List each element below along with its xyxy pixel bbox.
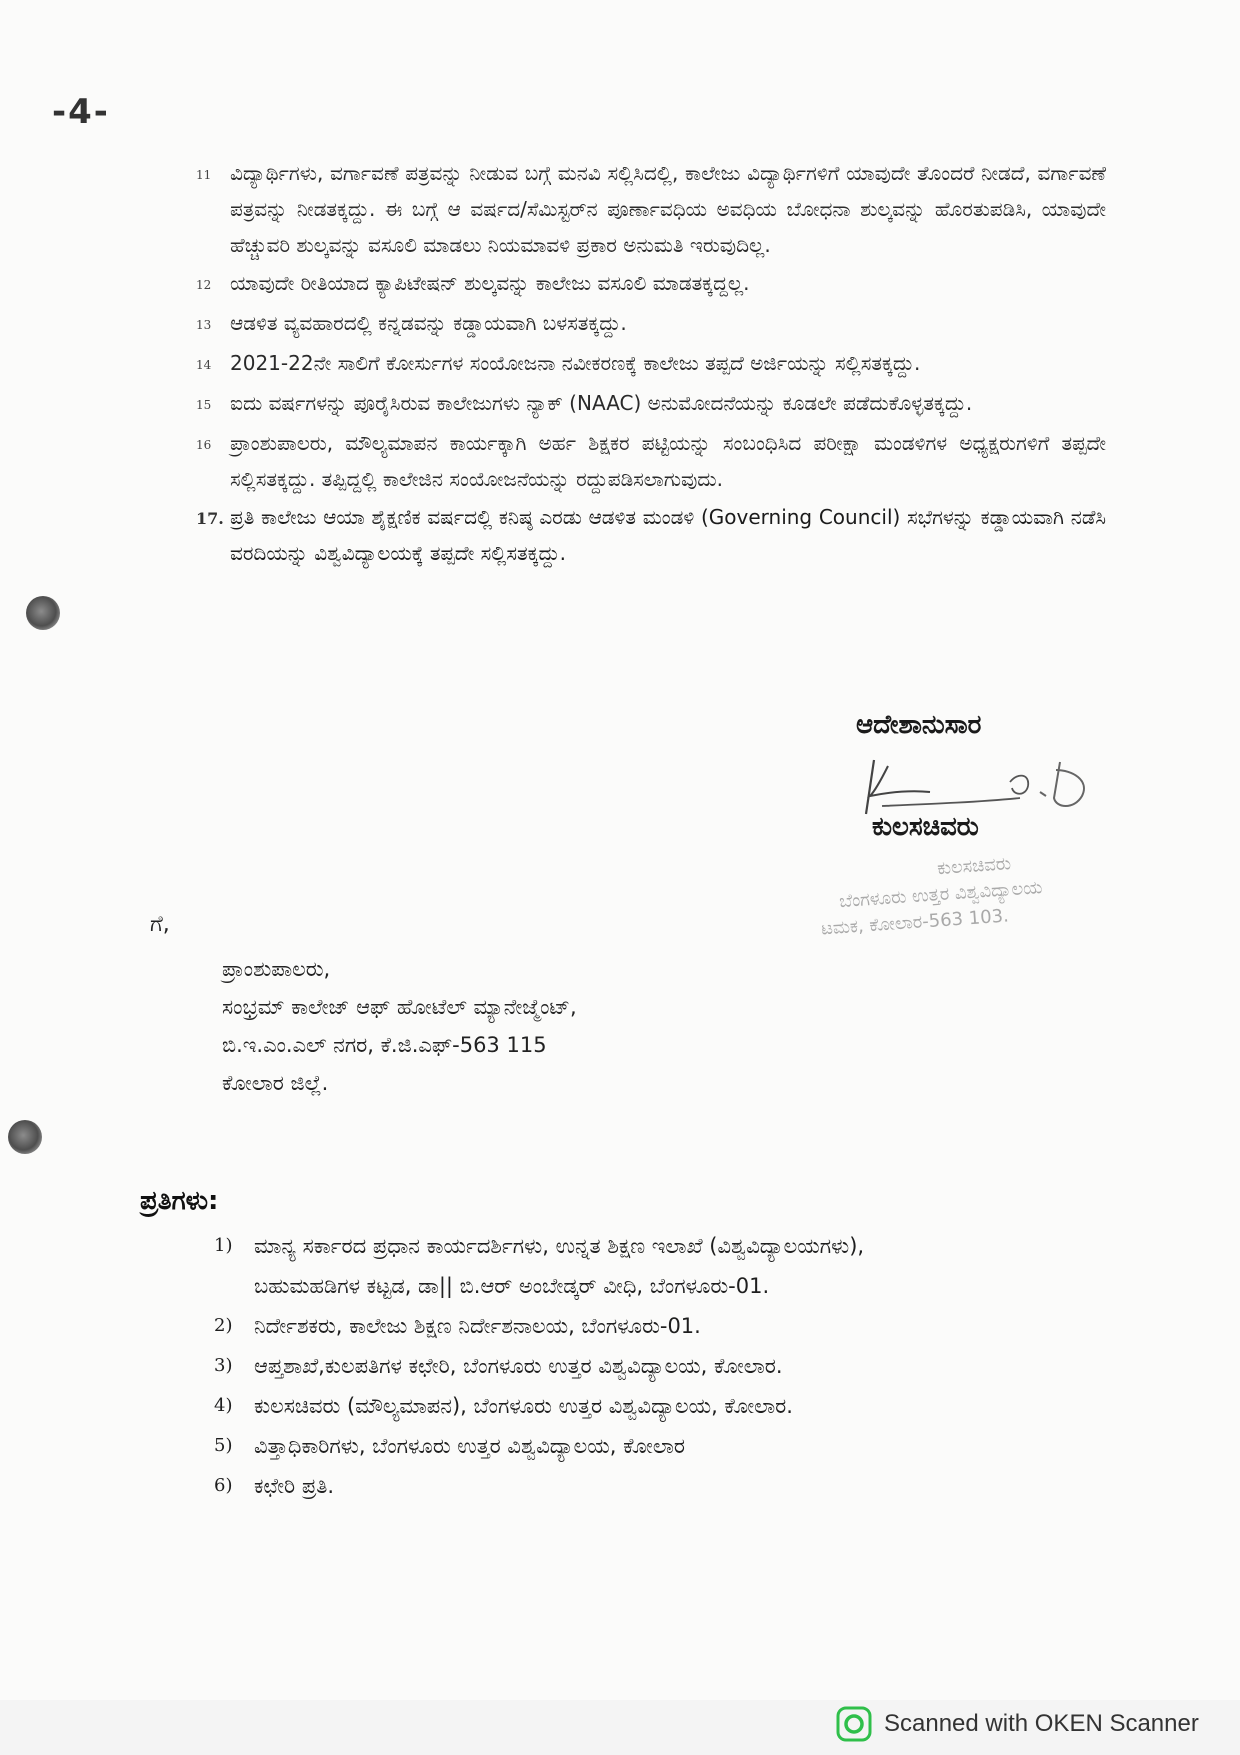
address-line: ಬಿ.ಇ.ಎಂ.ಎಲ್ ನಗರ, ಕೆ.ಜಿ.ಎಫ್-563 115	[222, 1033, 547, 1057]
instruction-point	[196, 305, 1106, 343]
instruction-point	[196, 265, 1106, 303]
point-number: 17.	[196, 509, 224, 528]
copy-text: ಕುಲಸಚಿವರು (ಮೌಲ್ಯಮಾಪನ), ಬೆಂಗಳೂರು ಉತ್ತರ ವಿಶ್ವವಿದ್ಯಾಲಯ, ಕೋಲಾರ.	[254, 1394, 793, 1418]
point-number: 15	[196, 398, 212, 412]
scanner-watermark	[836, 1706, 1199, 1742]
copy-number: 4)	[214, 1395, 233, 1416]
copy-number: 3)	[214, 1355, 233, 1376]
page-number: -4-	[52, 92, 110, 132]
copy-item	[214, 1226, 1174, 1306]
point-text: ಆಡಳಿತ ವ್ಯವಹಾರದಲ್ಲಿ ಕನ್ನಡವನ್ನು ಕಡ್ಡಾಯವಾಗಿ ಬಳಸತಕ್ಕದ್ದು.	[230, 311, 627, 335]
copy-text: ಕಛೇರಿ ಪ್ರತಿ.	[254, 1474, 335, 1498]
instruction-point	[196, 155, 1106, 263]
copy-item	[214, 1386, 1174, 1426]
point-text: 2021-22ನೇ ಸಾಲಿಗೆ ಕೋರ್ಸುಗಳ ಸಂಯೋಜನಾ ನವೀಕರಣಕ್ಕೆ ಕಾಲೇಜು ತಪ್ಪದೆ ಅರ್ಜಿಯನ್ನು ಸಲ್ಲಿಸತಕ್ಕದ್ದು.	[230, 351, 921, 375]
copy-line: ಮಾನ್ಯ ಸರ್ಕಾರದ ಪ್ರಧಾನ ಕಾರ್ಯದರ್ಶಿಗಳು, ಉನ್ನತ ಶಿಕ್ಷಣ ಇಲಾಖೆ (ವಿಶ್ವವಿದ್ಯಾಲಯಗಳು),	[254, 1234, 865, 1258]
recipient-address	[222, 950, 577, 1102]
oken-scanner-logo-icon	[836, 1706, 872, 1742]
point-text: ಪ್ರಾಂಶುಪಾಲರು, ಮೌಲ್ಯಮಾಪನ ಕಾರ್ಯಕ್ಕಾಗಿ ಅರ್ಹ ಶಿಕ್ಷಕರ ಪಟ್ಟಿಯನ್ನು ಸಂಬಂಧಿಸಿದ ಪರೀಕ್ಷಾ ಮಂಡಳಿಗಳ ಅಧ್ಯಕ್ಷರುಗಳಿಗೆ ತಪ್ಪದೇ ಸಲ್ಲಿಸತಕ್ಕದ್ದು. ತಪ್ಪಿದ್ದಲ್ಲಿ ಕಾಲೇಜಿನ ಸಂಯೋಜನೆಯನ್ನು ರದ್ದುಪಡಿಸಲಾಗುವುದು.	[230, 431, 1106, 491]
copy-line: ಬಹುಮಹಡಿಗಳ ಕಟ್ಟಡ, ಡಾ|| ಬಿ.ಆರ್ ಅಂಬೇಡ್ಕರ್ ವೀಧಿ, ಬೆಂಗಳೂರು-01.	[254, 1274, 770, 1298]
copy-text	[254, 1226, 1174, 1306]
copy-text: ನಿರ್ದೇಶಕರು, ಕಾಲೇಜು ಶಿಕ್ಷಣ ನಿರ್ದೇಶನಾಲಯ, ಬೆಂಗಳೂರು-01.	[254, 1314, 701, 1338]
point-text: ಪ್ರತಿ ಕಾಲೇಜು ಆಯಾ ಶೈಕ್ಷಣಿಕ ವರ್ಷದಲ್ಲಿ ಕನಿಷ್ಠ ಎರಡು ಆಡಳಿತ ಮಂಡಳಿ (Governing Council) ಸಭೆಗಳನ್ನು ಕಡ್ಡಾಯವಾಗಿ ನಡೆಸಿ ವರದಿಯನ್ನು ವಿಶ್ವವಿದ್ಯಾಲಯಕ್ಕೆ ತಪ್ಪದೇ ಸಲ್ಲಿಸತಕ್ಕದ್ದು.	[230, 505, 1106, 565]
copy-text: ವಿತ್ತಾಧಿಕಾರಿಗಳು, ಬೆಂಗಳೂರು ಉತ್ತರ ವಿಶ್ವವಿದ್ಯಾಲಯ, ಕೋಲಾರ	[254, 1434, 685, 1458]
copy-number: 6)	[214, 1475, 233, 1496]
instruction-point	[196, 499, 1106, 571]
copy-item	[214, 1306, 1174, 1346]
point-text: ಯಾವುದೇ ರೀತಿಯಾದ ಕ್ಯಾಪಿಟೇಷನ್ ಶುಲ್ಕವನ್ನು ಕಾಲೇಜು ವಸೂಲಿ ಮಾಡತಕ್ಕದ್ದಲ್ಲ.	[230, 271, 750, 295]
copy-number: 5)	[214, 1435, 233, 1456]
punch-hole-mark	[26, 596, 60, 630]
address-line: ಸಂಭ್ರಮ್ ಕಾಲೇಜ್ ಆಫ್ ಹೋಟೆಲ್ ಮ್ಯಾನೇಜ್ಮೆಂಟ್,	[222, 995, 577, 1019]
by-order-line: ಆದೇಶಾನುಸಾರ	[856, 710, 982, 740]
copy-number: 1)	[214, 1235, 233, 1256]
seal-line: ಕುಲಸಚಿವರು	[936, 853, 1012, 880]
copies-heading: ಪ್ರತಿಗಳು:	[140, 1186, 219, 1216]
point-number: 14	[196, 358, 212, 372]
office-seal-stamp	[817, 840, 1184, 975]
instruction-point	[196, 345, 1106, 383]
point-number: 12	[196, 278, 212, 292]
copies-list	[214, 1226, 1174, 1506]
point-text: ವಿದ್ಯಾರ್ಥಿಗಳು, ವರ್ಗಾವಣೆ ಪತ್ರವನ್ನು ನೀಡುವ ಬಗ್ಗೆ ಮನವಿ ಸಲ್ಲಿಸಿದಲ್ಲಿ, ಕಾಲೇಜು ವಿದ್ಯಾರ್ಥಿಗಳಿಗೆ ಯಾವುದೇ ತೊಂದರೆ ನೀಡದೆ, ವರ್ಗಾವಣೆ ಪತ್ರವನ್ನು ನೀಡತಕ್ಕದ್ದು. ಈ ಬಗ್ಗೆ ಆ ವರ್ಷದ/ಸೆಮಿಸ್ಟರ್‌ನ ಪೂರ್ಣಾವಧಿಯ ಅವಧಿಯ ಬೋಧನಾ ಶುಲ್ಕವನ್ನು ಹೊರತುಪಡಿಸಿ, ಯಾವುದೇ ಹೆಚ್ಚುವರಿ ಶುಲ್ಕವನ್ನು ವಸೂಲಿ ಮಾಡಲು ನಿಯಮಾವಳಿ ಪ್ರಕಾರ ಅನುಮತಿ ಇರುವುದಿಲ್ಲ.	[230, 161, 1106, 257]
instruction-points	[196, 155, 1106, 573]
copy-item	[214, 1346, 1174, 1386]
copy-text: ಆಪ್ತಶಾಖೆ,ಕುಲಪತಿಗಳ ಕಛೇರಿ, ಬೆಂಗಳೂರು ಉತ್ತರ ವಿಶ್ವವಿದ್ಯಾಲಯ, ಕೋಲಾರ.	[254, 1354, 783, 1378]
seal-line: ಟಮಕ, ಕೋಲಾರ-563 103.	[820, 905, 1010, 940]
copy-number: 2)	[214, 1315, 233, 1336]
address-line: ಪ್ರಾಂಶುಪಾಲರು,	[222, 957, 331, 981]
watermark-text: Scanned with OKEN Scanner	[884, 1710, 1199, 1737]
punch-hole-mark	[8, 1120, 42, 1154]
to-label: ಗೆ,	[150, 912, 170, 937]
address-line: ಕೋಲಾರ ಜಿಲ್ಲೆ.	[222, 1071, 329, 1095]
copy-item	[214, 1466, 1174, 1506]
point-number: 11	[196, 168, 212, 182]
point-text: ಐದು ವರ್ಷಗಳನ್ನು ಪೂರೈಸಿರುವ ಕಾಲೇಜುಗಳು ನ್ಯಾಕ್ (NAAC) ಅನುಮೋದನೆಯನ್ನು ಕೂಡಲೇ ಪಡೆದುಕೊಳ್ಳತಕ್ಕದ್ದು.	[230, 391, 973, 415]
point-number: 16	[196, 438, 212, 452]
instruction-point	[196, 425, 1106, 497]
seal-line: ಬೆಂಗಳೂರು ಉತ್ತರ ವಿಶ್ವವಿದ್ಯಾಲಯ	[838, 877, 1044, 913]
registrar-title: ಕುಲಸಚಿವರು	[872, 812, 979, 842]
point-number: 13	[196, 318, 212, 332]
instruction-point	[196, 385, 1106, 423]
copy-item	[214, 1426, 1174, 1466]
